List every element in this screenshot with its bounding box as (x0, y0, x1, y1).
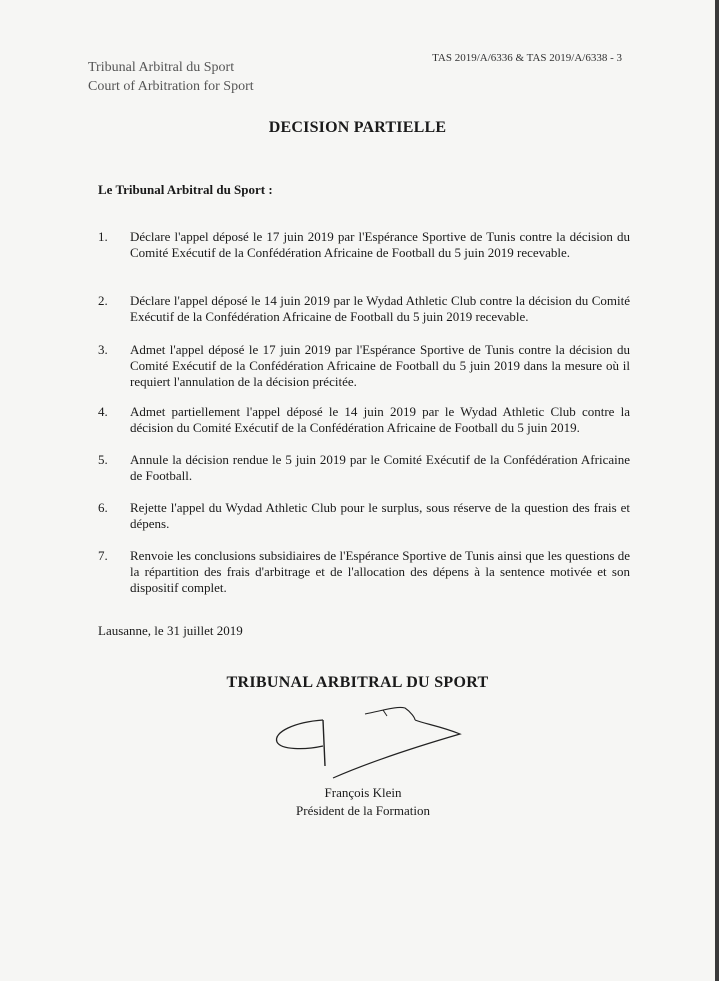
item-number: 4. (98, 404, 108, 419)
item-number: 2. (98, 293, 108, 308)
item-number: 1. (98, 229, 108, 244)
item-number: 7. (98, 548, 108, 563)
decision-item-5 (98, 452, 630, 484)
handwritten-signature (265, 700, 465, 790)
decision-item-3 (98, 342, 630, 390)
decision-item-2 (98, 293, 630, 325)
court-name-header (88, 58, 254, 96)
court-name-en: Court of Arbitration for Sport (88, 79, 254, 94)
decision-item-1 (98, 229, 630, 261)
signer-name: François Klein (324, 785, 402, 800)
place-and-date: Lausanne, le 31 juillet 2019 (98, 623, 243, 638)
decision-item-6 (98, 500, 630, 532)
item-text: Rejette l'appel du Wydad Athletic Club pour le surplus, sous réserve de la question des frais et dépens. (130, 500, 630, 531)
item-number: 6. (98, 500, 108, 515)
item-number: 5. (98, 452, 108, 467)
decision-item-4 (98, 404, 630, 436)
signer-role: Président de la Formation (296, 803, 430, 818)
court-name-fr: Tribunal Arbitral du Sport (88, 60, 235, 75)
case-reference: TAS 2019/A/6336 & TAS 2019/A/6338 - 3 (432, 52, 622, 64)
decision-item-7 (98, 548, 630, 596)
court-signature-block: TRIBUNAL ARBITRAL DU SPORT (226, 674, 489, 691)
item-text: Admet l'appel déposé le 17 juin 2019 par l'Espérance Sportive de Tunis contre la décision du Comité Exécutif de la Confédération Africaine de Football du 5 juin 2019 dans la mesure où il requiert l'annulation de la décision précitée. (130, 342, 630, 389)
intro-line: Le Tribunal Arbitral du Sport : (98, 182, 273, 197)
item-text: Renvoie les conclusions subsidiaires de l'Espérance Sportive de Tunis ainsi que les questions de la répartition des frais d'arbitrage et de l'allocation des dépens à la sentence motivée et son dispositif complet. (130, 548, 630, 595)
item-text: Déclare l'appel déposé le 14 juin 2019 par le Wydad Athletic Club contre la décision du Comité Exécutif de la Confédération Africaine de Football du 5 juin 2019 recevable. (130, 293, 630, 324)
item-number: 3. (98, 342, 108, 357)
item-text: Admet partiellement l'appel déposé le 14 juin 2019 par le Wydad Athletic Club contre la décision du Comité Exécutif de la Confédération Africaine de Football du 5 juin 2019. (130, 404, 630, 435)
item-text: Déclare l'appel déposé le 17 juin 2019 par l'Espérance Sportive de Tunis contre la décision du Comité Exécutif de la Confédération Africaine de Football du 5 juin 2019 recevable. (130, 229, 630, 260)
item-text: Annule la décision rendue le 5 juin 2019 par le Comité Exécutif de la Confédération Africaine de Football. (130, 452, 630, 483)
document-title: DECISION PARTIELLE (268, 119, 447, 136)
